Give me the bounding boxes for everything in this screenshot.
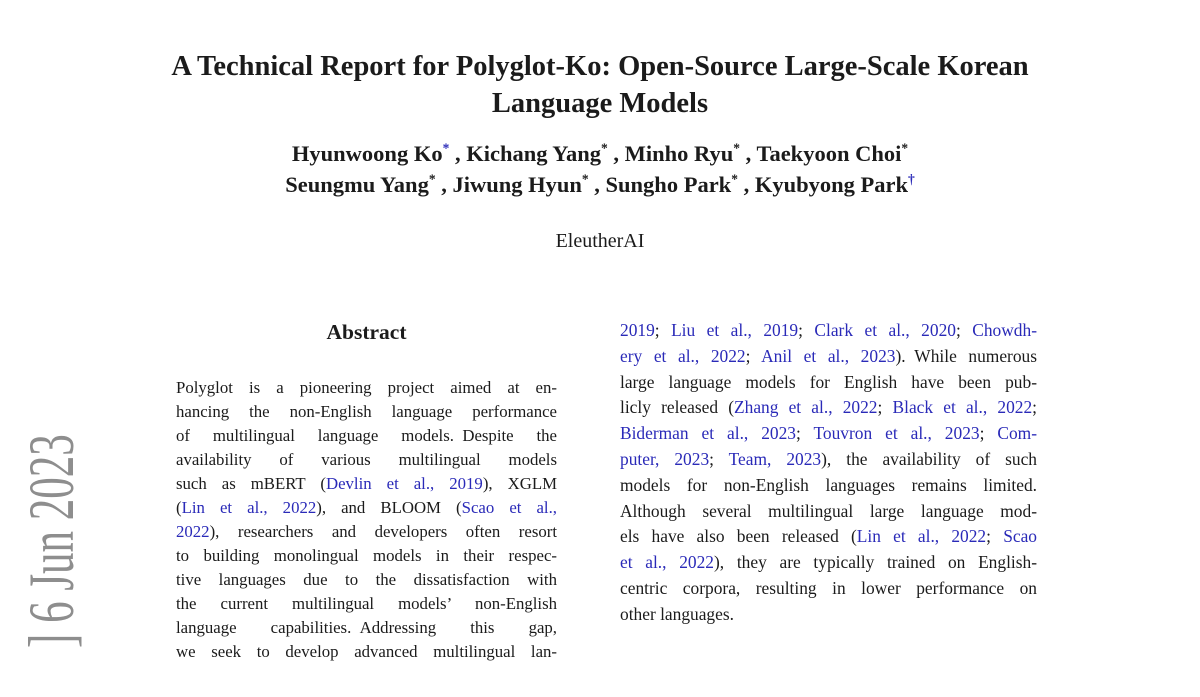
text-run: centric corpora, resulting in lower performance on (620, 577, 1037, 598)
text-run: Minho Ryu (624, 141, 734, 166)
paper-title-line2: Language Models (491, 88, 709, 119)
text-run: , (435, 172, 453, 197)
text-run: ; (745, 345, 762, 366)
citation-link[interactable]: Devlin et al., 2019 (325, 474, 483, 493)
footnote-marker: * (601, 140, 608, 156)
citation-link[interactable]: Scao (1003, 526, 1037, 547)
text-run: availability of various multilingual models (176, 450, 557, 469)
text-line (176, 496, 557, 520)
text-line (620, 370, 1037, 396)
text-line (0, 138, 1200, 169)
text-line (620, 524, 1037, 550)
citation-link[interactable]: Chowdh- (972, 320, 1037, 340)
text-line (620, 550, 1037, 576)
text-run: ; (877, 397, 893, 418)
footnote-marker-link[interactable]: † (908, 171, 915, 187)
citation-link[interactable]: Team, 2023 (728, 448, 822, 469)
text-run: ; (955, 320, 973, 340)
text-run: licly released ( (620, 397, 734, 418)
text-line (620, 473, 1037, 499)
text-run: ), the availability of such (821, 448, 1037, 469)
text-run: els have also been released ( (620, 526, 857, 547)
text-run: Kichang Yang (466, 141, 602, 166)
text-line (176, 376, 557, 400)
footnote-marker: * (733, 140, 741, 156)
citation-link[interactable]: ery et al., 2022 (620, 345, 746, 366)
text-run: , (449, 141, 467, 166)
citation-link[interactable]: Biderman et al., 2023 (620, 423, 797, 444)
abstract-heading: Abstract (326, 320, 407, 344)
affiliation: EleutherAI (555, 230, 645, 252)
paper-title (0, 48, 1200, 122)
text-run: models for non-English languages remains limited. (620, 474, 1037, 495)
text-run: Seungmu Yang (285, 172, 429, 197)
text-line (176, 592, 557, 616)
citation-link[interactable]: Anil et al., 2023 (761, 345, 896, 366)
text-run: , (737, 172, 755, 197)
text-line (620, 318, 1037, 344)
text-run: ; (979, 423, 998, 444)
text-run: ; (986, 526, 1004, 547)
citation-link[interactable]: Touvron et al., 2023 (813, 423, 980, 444)
footnote-marker: * (428, 171, 436, 187)
text-line (620, 344, 1037, 370)
text-run: ( (176, 498, 182, 517)
text-line (176, 424, 557, 448)
text-run: ), and BLOOM ( (316, 498, 462, 517)
text-line (620, 421, 1037, 447)
text-line (176, 568, 557, 592)
footnote-marker: * (581, 171, 589, 187)
citation-link[interactable]: puter, 2023 (620, 448, 710, 469)
text-line (0, 169, 1200, 200)
citation-link[interactable]: Liu et al., 2019 (671, 320, 799, 340)
text-run: ). While numerous (895, 345, 1037, 366)
text-run: ; (796, 423, 814, 444)
abstract-column (176, 318, 557, 664)
footnote-marker: * (731, 171, 738, 187)
abstract-body (176, 376, 557, 664)
text-run: large language models for English have been pub- (620, 371, 1037, 392)
text-line (176, 544, 557, 568)
text-run: hancing the non-English language performance (176, 402, 557, 421)
text-line (620, 576, 1037, 602)
text-run: to building monolingual models in their respec- (176, 546, 557, 565)
text-run: , (740, 141, 757, 166)
text-run: language capabilities. Addressing this gap, (176, 618, 557, 637)
citation-link[interactable]: Lin et al., 2022 (181, 498, 317, 517)
footnote-marker-link[interactable]: * (442, 140, 450, 156)
text-run: , (588, 172, 606, 197)
text-run: ; (654, 320, 672, 340)
text-line (176, 400, 557, 424)
text-run: the current multilingual models’ non-English (176, 594, 557, 613)
text-line (620, 499, 1037, 525)
text-run: ), they are typically trained on English- (714, 552, 1037, 573)
text-run: tive languages due to the dissatisfaction with (176, 570, 557, 589)
text-run: ; (709, 448, 729, 469)
citation-link[interactable]: Scao et al., (461, 498, 557, 517)
text-run: ), XGLM (482, 474, 558, 493)
author-block (0, 138, 1200, 200)
text-run: such as mBERT ( (176, 474, 326, 493)
citation-link[interactable]: 2022 (176, 522, 210, 541)
text-run: other languages. (620, 603, 734, 624)
text-run: of multilingual language models. Despite the (176, 426, 557, 445)
text-run: Jiwung Hyun (452, 172, 582, 197)
paper-title-line1: A Technical Report for Polyglot-Ko: Open-Source Large-Scale Korean (171, 51, 1029, 82)
text-run: Although several multilingual large language mod- (620, 500, 1037, 521)
citation-link[interactable]: Com- (997, 423, 1037, 444)
text-run: Hyunwoong Ko (291, 141, 443, 166)
text-run: ; (798, 320, 815, 340)
text-line (620, 602, 1037, 628)
text-line (620, 447, 1037, 473)
text-line (176, 448, 557, 472)
text-line (176, 616, 557, 640)
text-run: we seek to develop advanced multilingual lan- (176, 642, 557, 661)
citation-link[interactable]: Lin et al., 2022 (856, 526, 987, 547)
citation-link[interactable]: Zhang et al., 2022 (734, 397, 878, 418)
text-line (176, 472, 557, 496)
text-run: Polyglot is a pioneering project aimed at en- (176, 378, 557, 397)
citation-link[interactable]: Black et al., 2022 (892, 397, 1033, 418)
text-run: ; (1032, 397, 1037, 418)
text-run: Kyubyong Park (754, 172, 908, 197)
text-line (620, 395, 1037, 421)
citation-link[interactable]: et al., 2022 (620, 552, 714, 573)
citation-link[interactable]: 2019 (620, 320, 655, 340)
text-line (176, 520, 557, 544)
text-run: ), researchers and developers often resort (209, 522, 557, 541)
introduction-column (620, 318, 1037, 628)
text-run: Taekyoon Choi (756, 141, 902, 166)
arxiv-stamp: ] 6 Jun 2023 (17, 434, 88, 648)
text-line (176, 640, 557, 664)
citation-link[interactable]: Clark et al., 2020 (814, 320, 956, 340)
text-run: Sungho Park (605, 172, 732, 197)
text-run: , (607, 141, 625, 166)
footnote-marker: * (901, 140, 909, 156)
